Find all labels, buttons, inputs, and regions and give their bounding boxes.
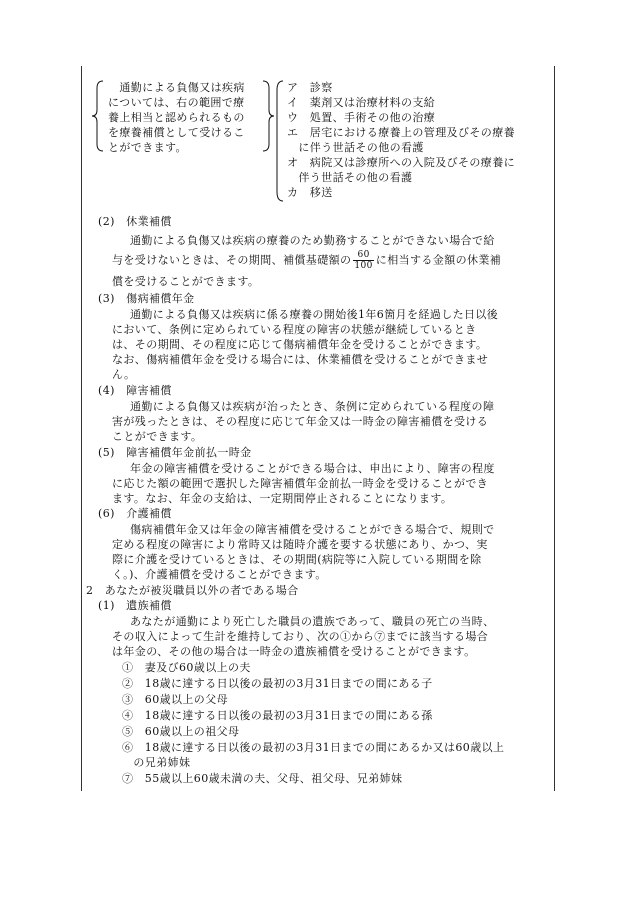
survivor-item: ④ 18歳に達する日以後の最初の3月31日までの間にある孫 (122, 709, 433, 722)
body-line: ん。 (112, 368, 136, 381)
body-line: において、条例に定められている程度の障害の状態が継続しているとき (112, 323, 477, 336)
intro-left-line: とができます。 (108, 141, 187, 154)
body-line: に応じた額の範囲で選択した障害補償年金前払一時金を受けることができ (112, 477, 489, 490)
intro-right-item: カ 移送 (287, 186, 333, 199)
section-heading: (6) 介護補償 (98, 507, 172, 520)
section-heading: (4) 障害補償 (98, 384, 172, 397)
fraction-denominator: 100 (354, 261, 373, 271)
fraction-numerator: 60 (353, 250, 373, 261)
intro-right-item: エ 居宅における療養上の管理及びその療養 (287, 126, 515, 139)
survivor-item: ⑤ 60歳以上の祖父母 (122, 725, 240, 738)
body-line: ます。なお、年金の支給は、一定期間停止されることになります。 (112, 492, 453, 505)
section-heading: (3) 傷病補償年金 (98, 292, 195, 305)
body-line: 傷病補償年金又は年金の障害補償を受けることができる場合で、規則で (130, 523, 495, 536)
section-heading: (1) 遺族補償 (98, 599, 172, 612)
body-line: 通勤による負傷又は疾病の療養のため勤務することができない場合で給 (130, 234, 495, 247)
body-line: なお、傷病補償年金を受ける場合には、休業補償を受けることができませ (112, 353, 489, 366)
survivor-item: ③ 60歳以上の父母 (122, 693, 228, 706)
section-2-heading: 2 あなたが被災職員以外の者である場合 (86, 584, 299, 597)
body-line: 定める程度の障害により常時又は随時介護を要する状態にあり、かつ、実 (112, 538, 488, 551)
body-line: は年金の、その他の場合は一時金の遺族補償を受けることができます。 (112, 645, 476, 658)
survivor-item: ② 18歳に達する日以後の最初の3月31日までの間にある子 (122, 677, 433, 690)
right-brace (274, 80, 284, 202)
intro-right-item: ウ 処置、手術その他の治療 (287, 111, 436, 124)
intro-right-item: イ 薬剤又は治療材料の支給 (287, 96, 436, 109)
body-line: 害が残ったときは、その程度に応じて年金又は一時金の障害補償を受ける (112, 415, 489, 428)
intro-left-line: 養上相当と認められるもの (108, 111, 245, 124)
section-heading: (2) 休業補償 (98, 215, 172, 228)
body-text: 与を受けないときは、その期間、補償基礎額の (112, 253, 352, 267)
body-line: ことができます。 (112, 430, 203, 443)
intro-right-item: に伴う世話その他の看護 (287, 141, 424, 154)
intro-right-item: オ 病院又は診療所への入院及びその療養に (287, 156, 515, 169)
body-line-with-fraction (112, 250, 501, 271)
intro-left-line: を療養補償として受けるこ (108, 126, 245, 139)
body-line: 通勤による負傷又は疾病が治ったとき、条例に定められている程度の障 (130, 400, 495, 413)
survivor-item: の兄弟姉妹 (122, 756, 191, 769)
intro-left-line: 通勤による負傷又は疾病 (108, 81, 245, 94)
body-line: く。)、介護補償を受けることができます。 (112, 568, 327, 581)
body-text: に相当する金額の休業補 (375, 253, 502, 267)
body-line: 年金の障害補償を受けることができる場合は、申出により、障害の程度 (130, 462, 495, 475)
survivor-item: ⑥ 18歳に達する日以後の最初の3月31日までの間にあるか又は60歳以上 (122, 741, 505, 754)
body-line: あなたが通勤により死亡した職員の遺族であって、職員の死亡の当時、 (130, 615, 495, 628)
left-brace (91, 80, 105, 152)
survivor-item: ① 妻及び60歳以上の夫 (122, 661, 251, 674)
body-line: 償を受けることができます。 (112, 275, 260, 288)
intro-right-item: ア 診察 (287, 81, 333, 94)
section-heading: (5) 障害補償年金前払一時金 (98, 446, 252, 459)
body-line: その収入によって生計を維持しており、次の①から⑦までに該当する場合 (112, 630, 489, 643)
intro-right-item: 伴う世話その他の看護 (287, 171, 413, 184)
fraction (353, 250, 373, 271)
body-line: 通勤による負傷又は疾病に係る療養の開始後1年6箇月を経過した日以後 (130, 308, 499, 321)
body-line: 際に介護を受けているときは、その期間(病院等に入院している期間を除 (112, 553, 482, 566)
survivor-item: ⑦ 55歳以上60歳未満の夫、父母、祖父母、兄弟姉妹 (122, 772, 403, 785)
body-line: は、その期間、その程度に応じて傷病補償年金を受けることができます。 (112, 338, 488, 351)
intro-left-line: については、右の範囲で療 (108, 96, 245, 109)
